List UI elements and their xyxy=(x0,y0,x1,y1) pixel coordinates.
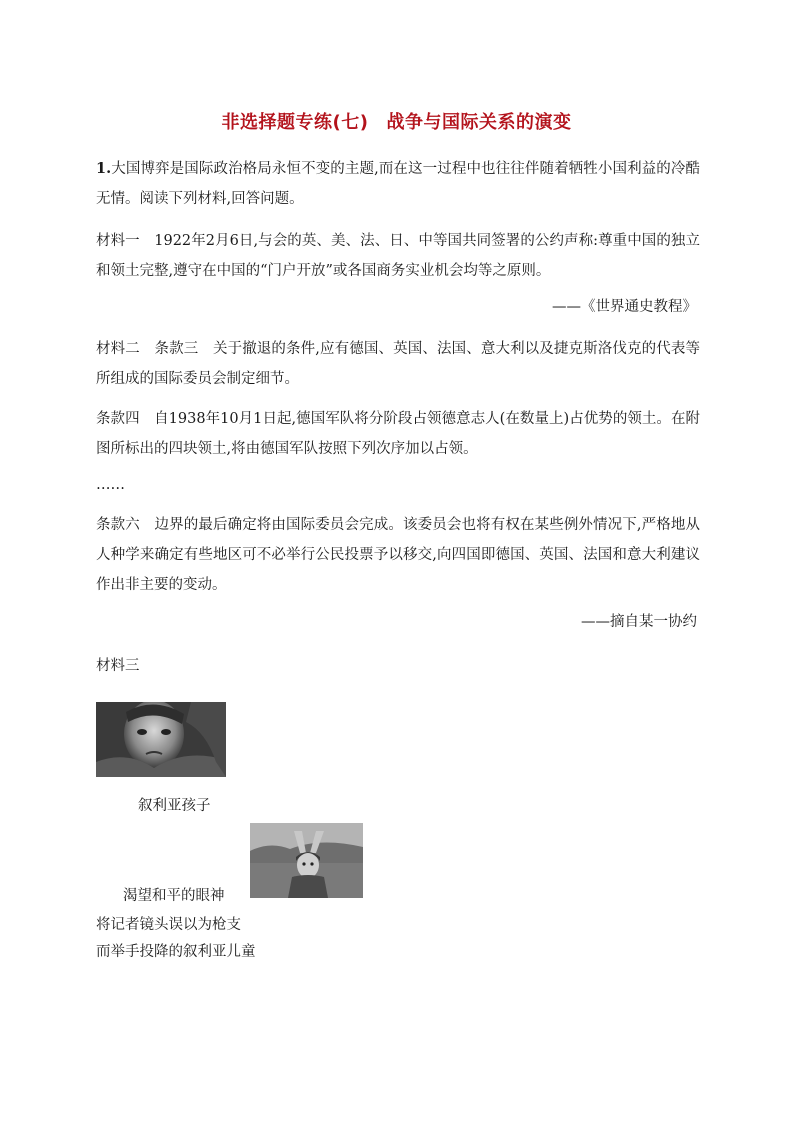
photo2-note-line1: 将记者镜头误以为枪支 xyxy=(96,917,241,933)
page-title xyxy=(0,108,793,134)
material-two-clause-three: 材料二 条款三 关于撤退的条件,应有德国、英国、法国、意大利以及捷克斯洛伐克的代表等所组成的国际委员会制定细节。 xyxy=(96,341,700,387)
question-intro xyxy=(96,154,700,214)
photo2-caption: 渴望和平的眼神 xyxy=(123,888,225,904)
material-two-source: ——摘自某一协约 xyxy=(581,614,697,630)
title-sub: 战争与国际关系的演变 xyxy=(386,112,572,133)
question-number: 1. xyxy=(96,160,112,177)
material-two-clause-four: 条款四 自1938年10月1日起,德国军队将分阶段占领德意志人(在数量上)占优势的领土。在附图所标出的四块领土,将由德国军队按照下列次序加以占领。 xyxy=(96,411,700,457)
title-main: 非选择题专练(七) xyxy=(221,112,369,133)
photo2-note-line2: 而举手投降的叙利亚儿童 xyxy=(96,944,256,960)
photo1-caption: 叙利亚孩子 xyxy=(138,798,211,814)
material-one-source: ——《世界通史教程》 xyxy=(552,299,697,315)
ellipsis: …… xyxy=(96,477,125,493)
material-two-clause-six: 条款六 边界的最后确定将由国际委员会完成。该委员会也将有权在某些例外情况下,严格地从人种学来确定有些地区可不必举行公民投票予以移交,向四国即德国、英国、法国和意大利建议作出非主要的变动。 xyxy=(96,517,700,593)
material-one: 材料一 1922年2月6日,与会的英、美、法、日、中等国共同签署的公约声称:尊重中国的独立和领土完整,遵守在中国的“门户开放”或各国商务实业机会均等之原则。 xyxy=(96,233,700,279)
surrendering-child-photo xyxy=(250,823,363,898)
material-three-label: 材料三 xyxy=(96,658,140,674)
syrian-child-photo xyxy=(96,702,226,777)
question-intro-text: 大国博弈是国际政治格局永恒不变的主题,而在这一过程中也往往伴随着牺牲小国利益的冷酷无情。阅读下列材料,回答问题。 xyxy=(96,161,700,207)
